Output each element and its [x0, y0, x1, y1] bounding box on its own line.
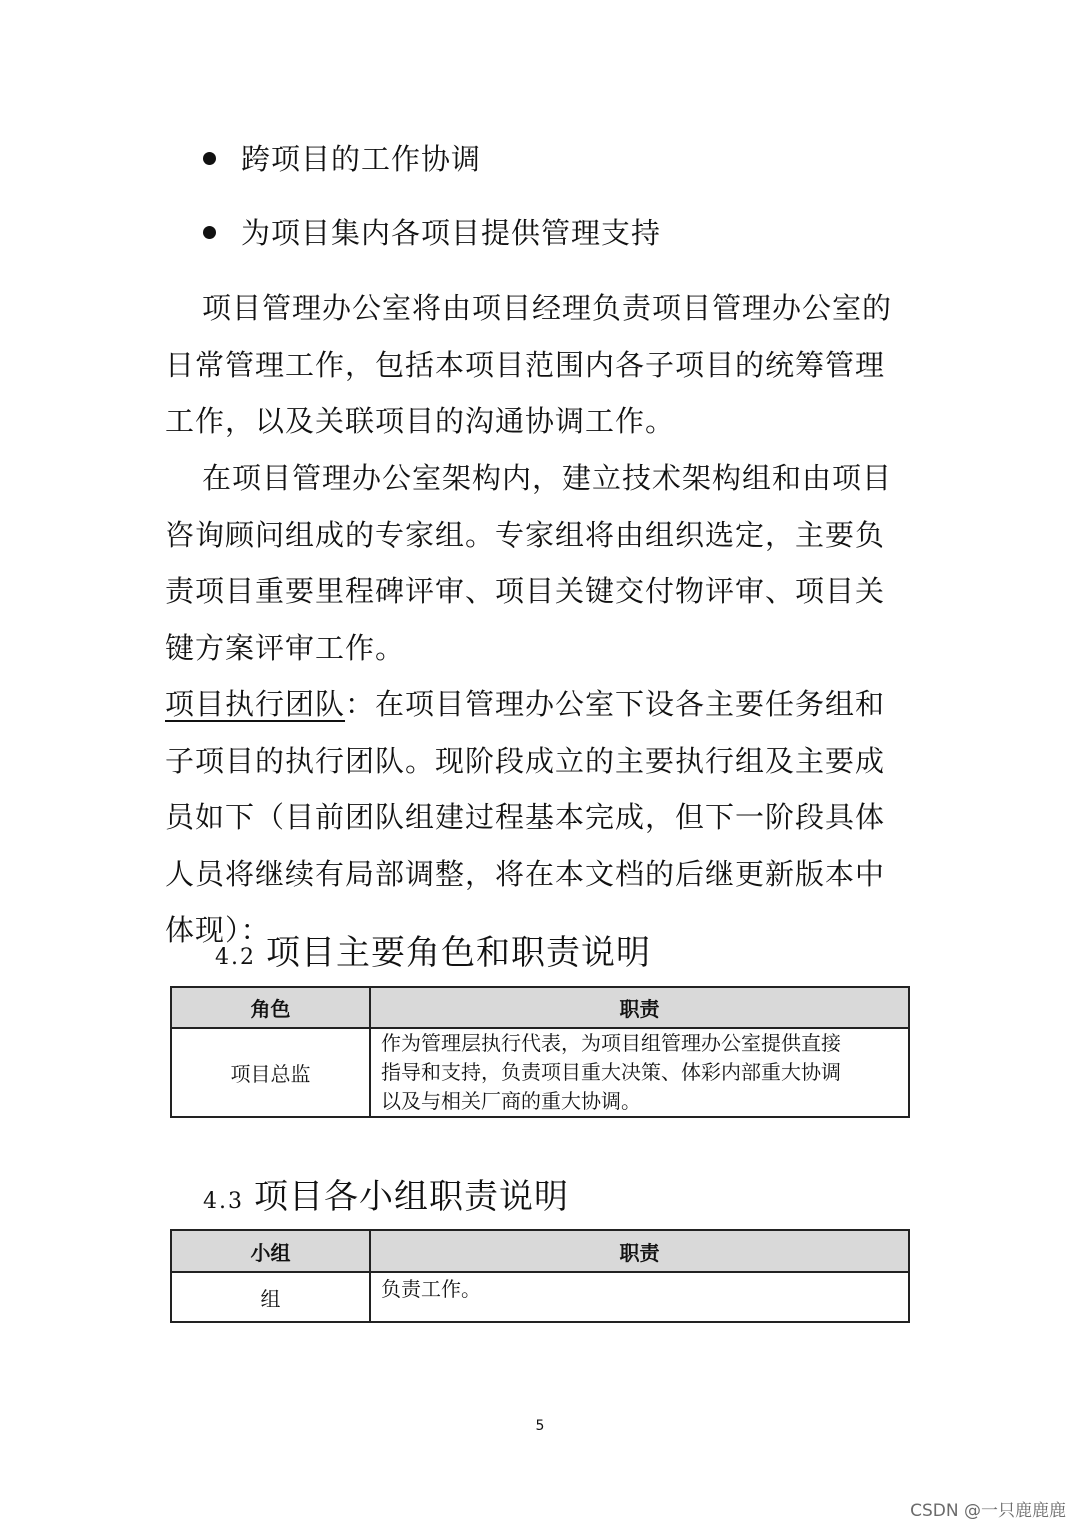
section-title: 项目各小组职责说明 [254, 1177, 569, 1217]
duty-line: 作为管理层执行代表，为项目组管理办公室提供直接 [381, 1031, 841, 1055]
bullet-text: 为项目集内各项目提供管理支持 [241, 216, 662, 250]
duty-cell [370, 1028, 909, 1117]
bullet-dot-icon [203, 152, 216, 165]
group-cell: 组 [171, 1272, 370, 1322]
paragraph-text: 项目管理办公室将由项目经理负责项目管理办公室的日常管理工作，包括本项目范围内各子项目的统筹管理工作，以及关联项目的沟通协调工作。 [165, 291, 893, 438]
bullet-dot-icon [203, 226, 216, 239]
table-header-role: 角色 [171, 987, 370, 1028]
page-number: 5 [535, 1418, 545, 1434]
section-title: 项目主要角色和职责说明 [266, 933, 651, 973]
roles-table [170, 986, 910, 1118]
group-duties-table [170, 1229, 910, 1323]
paragraph-text: 在项目管理办公室架构内，建立技术架构组和由项目咨询顾问组成的专家组。专家组将由组织选定，主要负责项目重要里程碑评审、项目关键交付物评审、项目关键方案评审工作。 [165, 461, 893, 665]
paragraph-execution-team [165, 676, 905, 959]
table-header-duty: 职责 [370, 1230, 909, 1272]
bullet-text: 跨项目的工作协调 [241, 142, 482, 176]
section-number: 4.2 [215, 945, 256, 970]
table-header-row [171, 1230, 909, 1272]
duty-cell: 负责工作。 [370, 1272, 909, 1322]
section-heading-4-2 [215, 933, 651, 973]
paragraph-pmo-duties [165, 280, 905, 450]
duty-line: 以及与相关厂商的重大协调。 [381, 1089, 641, 1113]
bullet-item [203, 216, 662, 250]
section-heading-4-3 [203, 1177, 569, 1217]
table-header-row [171, 987, 909, 1028]
table-header-duty: 职责 [370, 987, 909, 1028]
role-cell: 项目总监 [171, 1028, 370, 1117]
paragraph-expert-group [165, 450, 905, 676]
bullet-item [203, 142, 482, 176]
execution-team-label: 项目执行团队 [165, 687, 346, 721]
table-row [171, 1272, 909, 1322]
duty-line: 指导和支持，负责项目重大决策、体彩内部重大协调 [381, 1060, 841, 1084]
paragraph-text: ：在项目管理办公室下设各主要任务组和子项目的执行团队。现阶段成立的主要执行组及主要成员如下（目前团队组建过程基本完成，但下一阶段具体人员将继续有局部调整，将在本文档的后继更新版本中体现）： [165, 687, 886, 947]
table-header-group: 小组 [171, 1230, 370, 1272]
table-row [171, 1028, 909, 1117]
watermark: CSDN @一只鹿鹿鹿 [910, 1501, 1066, 1521]
section-number: 4.3 [203, 1189, 244, 1214]
